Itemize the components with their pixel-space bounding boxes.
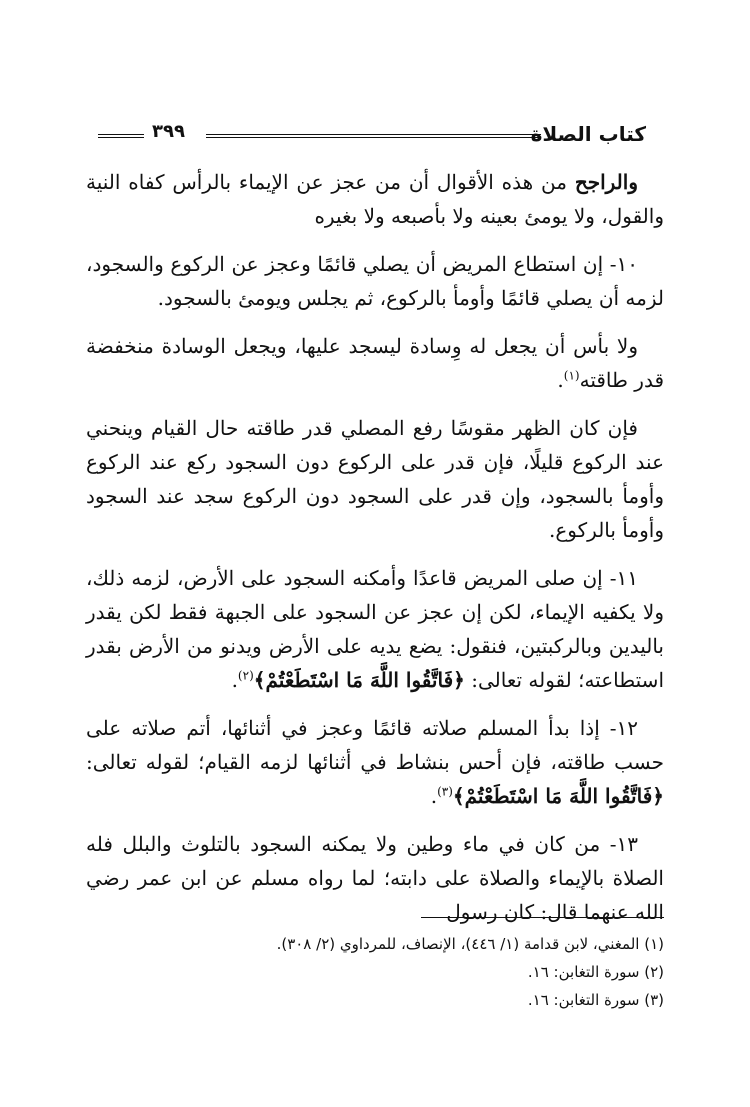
footnote-2: (٢) سورة التغابن: ١٦.	[527, 963, 664, 981]
header-rule	[206, 134, 541, 138]
paragraph-2	[86, 247, 664, 315]
footnote-marker: (٢)	[237, 668, 254, 683]
paragraph-3	[86, 329, 664, 397]
footnote-marker: (٣)	[437, 784, 453, 799]
paragraph-tail: .	[231, 668, 238, 692]
paragraph-7	[86, 827, 664, 929]
page-body	[86, 165, 664, 929]
paragraph-text: ولا بأس أن يجعل له وِسادة ليسجد عليها، ويجعل الوسادة منخفضة قدر طاقته	[86, 334, 664, 392]
quran-verse: ﴿فَاتَّقُوا اللَّهَ مَا اسْتَطَعْتُمْ﴾	[452, 784, 664, 808]
paragraph-4	[86, 411, 664, 547]
footnote-separator	[421, 917, 664, 918]
footnote-3: (٣) سورة التغابن: ١٦.	[527, 991, 664, 1009]
paragraph-5	[86, 561, 664, 697]
paragraph-text: ١٣- من كان في ماء وطين ولا يمكنه السجود بالتلوث والبلل فله الصلاة بالإيماء والصلاة على دابته؛ لما رواه مسلم عن ابن عمر رضي الله عنهما قال: كان رسول	[86, 832, 664, 924]
footnote-1: (١) المغني، لابن قدامة (١/ ٤٤٦)، الإنصاف، للمرداوي (٢/ ٣٠٨).	[276, 935, 664, 953]
page-number: ٣٩٩	[152, 121, 185, 142]
paragraph-text: ١٠- إن استطاع المريض أن يصلي قائمًا وعجز عن الركوع والسجود، لزمه أن يصلي قائمًا وأومأ بالركوع، ثم يجلس ويومئ بالسجود.	[86, 252, 664, 310]
paragraph-tail: .	[430, 784, 438, 808]
page-header	[98, 118, 646, 154]
paragraph-lead-word: والراجح	[574, 170, 638, 194]
paragraph-text: ١١- إن صلى المريض قاعدًا وأمكنه السجود على الأرض، لزمه ذلك، ولا يكفيه الإيماء، لكن إن عجز عن السجود على الجبهة فقط لكن يقدر باليدين وبالركبتين، فنقول: يضع يديه على الأرض ويدنو من الأرض بقدر استطاعته؛ لقوله تعالى:	[86, 566, 664, 692]
paragraph-6	[86, 711, 664, 813]
paragraph-tail: .	[557, 368, 564, 392]
paragraph-1	[86, 165, 664, 233]
footnote-marker: (١)	[563, 368, 580, 383]
paragraph-text: فإن كان الظهر مقوسًا رفع المصلي قدر طاقته حال القيام وينحني عند الركوع قليلًا، فإن قدر على الركوع دون السجود ركع عند الركوع وأومأ بالسجود، وإن قدر على السجود دون الركوع سجد عند السجود وأومأ بالركوع.	[86, 416, 664, 542]
paragraph-text: من هذه الأقوال أن من عجز عن الإيماء بالرأس كفاه النية والقول، ولا يومئ بعينه ولا بأصبعه ولا بغيره	[86, 170, 664, 228]
quran-verse: ﴿فَاتَّقُوا اللَّهَ مَا اسْتَطَعْتُمْ﴾	[253, 668, 465, 692]
header-rule-end	[98, 134, 144, 138]
footnotes	[86, 930, 664, 1014]
chapter-title: كتاب الصلاة	[530, 122, 646, 146]
paragraph-text: ١٢- إذا بدأ المسلم صلاته قائمًا وعجز في أثنائها، أتم صلاته على حسب طاقته، فإن أحس بنشاط في أثنائها لزمه القيام؛ لقوله تعالى:	[86, 716, 664, 774]
